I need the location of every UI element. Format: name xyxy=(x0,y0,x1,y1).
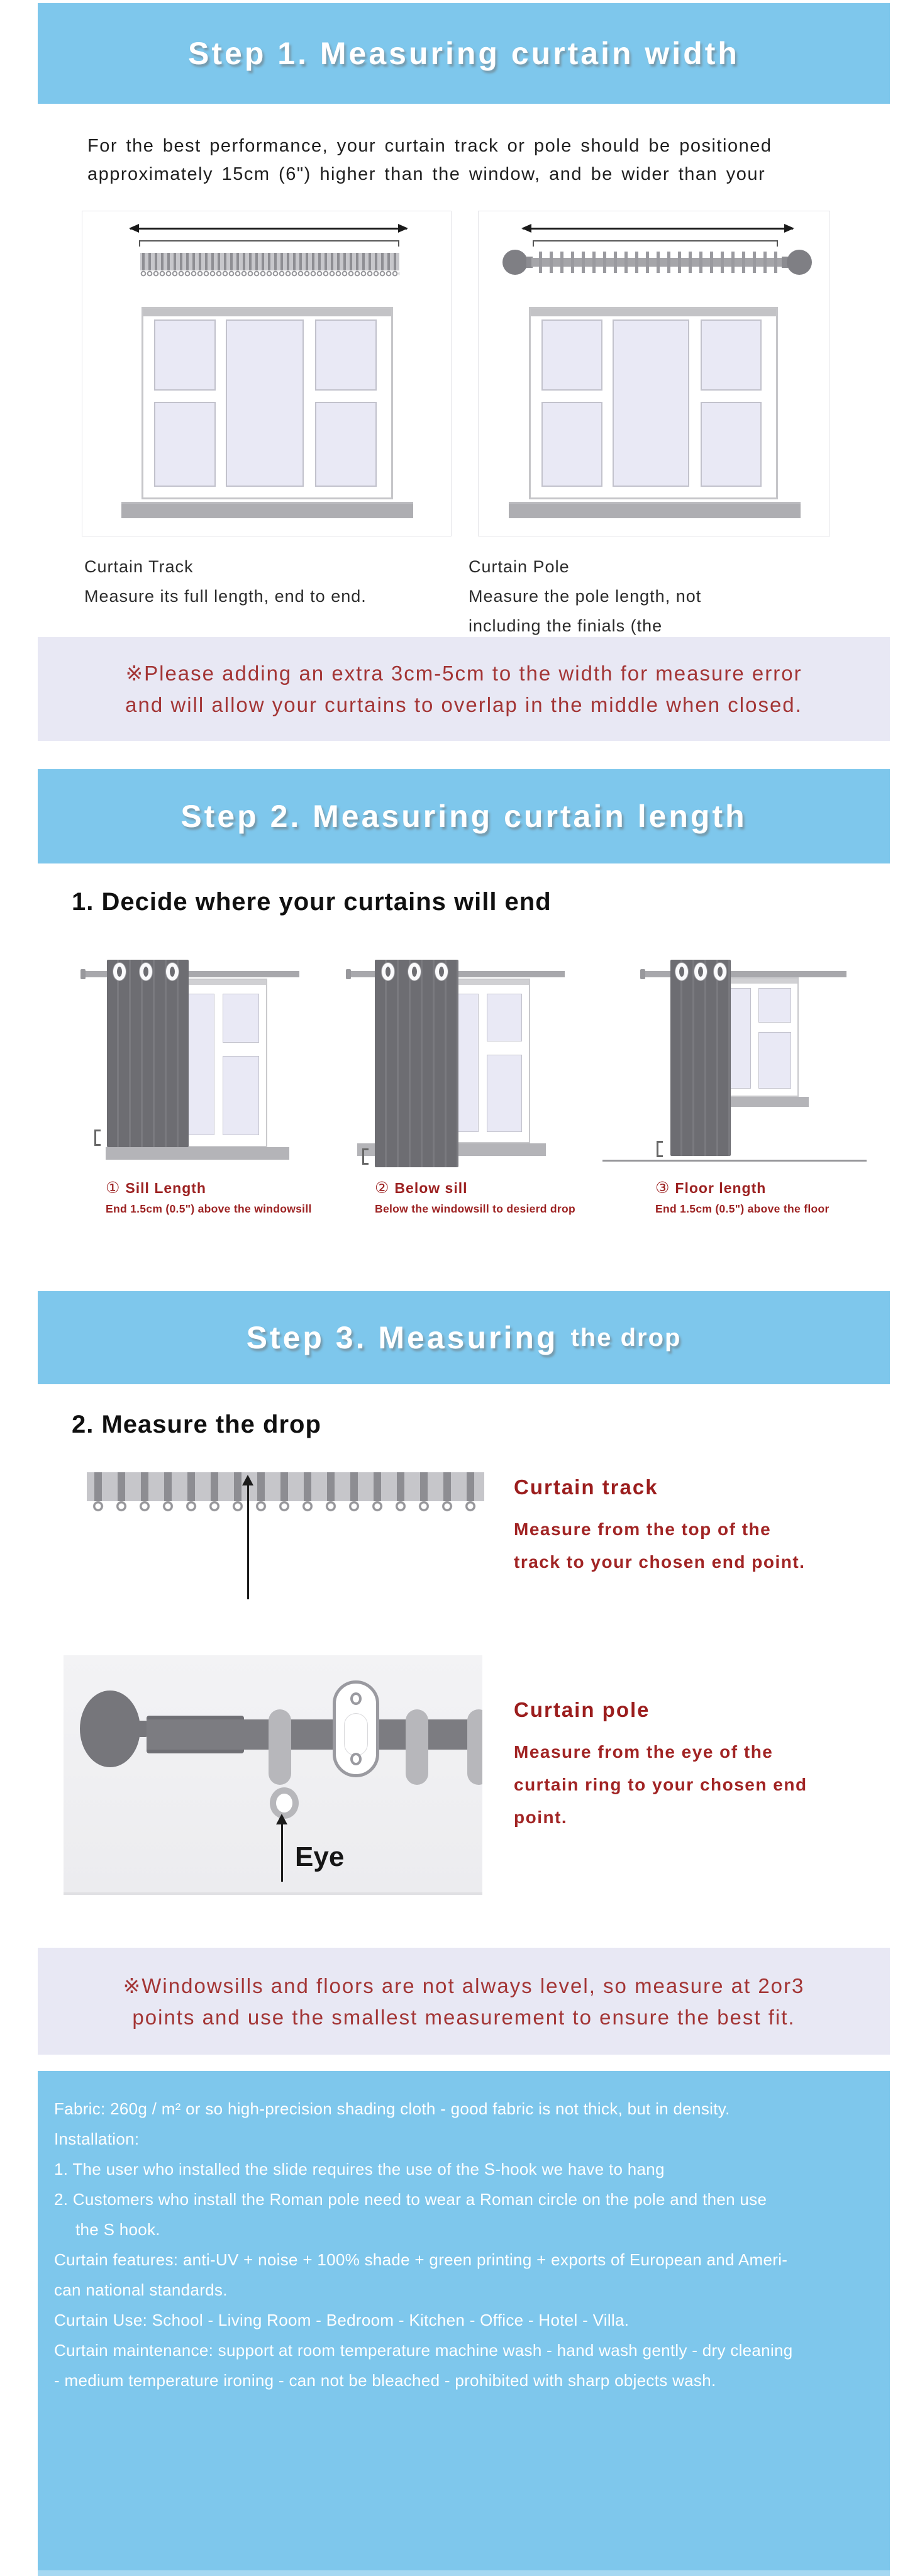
curtain-track-diagram xyxy=(82,211,452,536)
length-option-caption xyxy=(338,1179,576,1216)
step3-subheading: 2. Measure the drop xyxy=(72,1411,321,1438)
grommet-icon xyxy=(694,963,707,980)
curtain-panel xyxy=(375,960,458,1167)
step3-header xyxy=(38,1291,890,1384)
option-title: Floor length xyxy=(675,1179,767,1196)
drop-pole-line: curtain ring to your chosen end xyxy=(514,1775,807,1794)
note-line-2: and will allow your curtains to overlap in the middle when closed. xyxy=(125,693,802,716)
track-hook-rings xyxy=(87,1501,484,1513)
window-pane xyxy=(315,402,377,487)
step2-header xyxy=(38,769,890,863)
drop-track-text xyxy=(514,1475,805,1579)
curtain-ring-icon xyxy=(406,1709,428,1785)
pole-finial-icon xyxy=(502,250,528,275)
track-hook-rings xyxy=(140,270,399,278)
up-arrow-icon xyxy=(247,1485,249,1599)
intro-line-1: For the best performance, your curtain track or pole should be positioned xyxy=(87,136,772,156)
eye-label: Eye xyxy=(295,1841,345,1872)
length-option-sill xyxy=(69,956,312,1216)
intro-line-2: approximately 15cm (6") higher than the window, and be wider than your xyxy=(87,164,766,184)
window-pane xyxy=(701,319,762,391)
drop-track-title: Curtain track xyxy=(514,1475,658,1499)
measure-end-mark xyxy=(657,1141,663,1157)
sill-length-illustration xyxy=(69,956,308,1170)
note-level-floors xyxy=(38,1948,890,2055)
window-illustration xyxy=(529,307,778,499)
curtain-panel xyxy=(670,960,731,1156)
caption-line: Measure the pole length, not xyxy=(469,587,702,606)
option-description: End 1.5cm (0.5") above the windowsill xyxy=(106,1202,312,1215)
details-line: Curtain maintenance: support at room temperature machine wash - hand wash gently - dry cleaning xyxy=(54,2341,793,2360)
option-title: Sill Length xyxy=(125,1179,206,1196)
curtain-pole-caption xyxy=(469,552,701,641)
window-illustration xyxy=(141,307,393,499)
intro-paragraph xyxy=(87,132,772,189)
curtain-track-caption xyxy=(84,552,367,611)
details-line: can national standards. xyxy=(54,2280,228,2299)
pole-rings xyxy=(539,252,782,273)
windowsill xyxy=(509,502,801,518)
window-pane xyxy=(701,402,762,487)
drop-pole-line: Measure from the eye of the xyxy=(514,1742,774,1762)
caption-line: including the finials (the xyxy=(469,616,663,635)
bracket-screw-hole xyxy=(350,1692,362,1705)
drop-track-line: track to your chosen end point. xyxy=(514,1552,806,1572)
curtain-ring-icon xyxy=(269,1709,291,1785)
note-line-1: ※Windowsills and floors are not always level, so measure at 2or3 xyxy=(123,1974,805,1997)
window-pane xyxy=(154,402,216,487)
drop-pole-title: Curtain pole xyxy=(514,1698,650,1721)
option-number: ② xyxy=(375,1179,389,1197)
window-pane xyxy=(223,1056,259,1135)
caption-line: Measure its full length, end to end. xyxy=(84,587,367,606)
grommet-icon xyxy=(435,963,448,980)
measure-end-mark xyxy=(94,1130,101,1146)
step1-header xyxy=(38,3,890,104)
window-pane xyxy=(315,319,377,391)
curtain-ring-icon xyxy=(467,1709,482,1785)
window-pane xyxy=(541,402,602,487)
floor-length-illustration xyxy=(634,956,860,1170)
window-pane xyxy=(758,1032,792,1088)
width-arrow-icon xyxy=(523,228,793,230)
details-line: Curtain Use: School - Living Room - Bedroom - Kitchen - Office - Hotel - Villa. xyxy=(54,2311,630,2329)
details-line: Fabric: 260g / m² or so high-precision shading cloth - good fabric is not thick, but in density. xyxy=(54,2099,730,2118)
length-option-floor xyxy=(634,956,860,1216)
step3-title-sub: the drop xyxy=(570,1323,682,1352)
step2-title: Step 2. Measuring curtain length xyxy=(180,799,747,834)
length-option-caption xyxy=(634,1179,860,1216)
details-line: 2. Customers who install the Roman pole need to wear a Roman circle on the pole and then use xyxy=(54,2190,767,2209)
window-pane xyxy=(613,319,690,487)
windowsill xyxy=(121,502,413,518)
drop-track-diagram xyxy=(87,1472,484,1604)
grommet-icon xyxy=(675,963,688,980)
option-number: ③ xyxy=(655,1179,670,1197)
curtain-pole-diagram xyxy=(478,211,830,536)
window-pane xyxy=(226,319,304,487)
floor-line xyxy=(602,1160,867,1162)
grommet-icon xyxy=(113,963,126,980)
dimension-bracket xyxy=(533,240,778,247)
curtain-pole-icon xyxy=(147,1719,482,1750)
wall-bracket-icon xyxy=(333,1680,379,1777)
dimension-bracket xyxy=(139,240,399,247)
step3-title: Step 3. Measuring xyxy=(246,1320,558,1355)
caption-title: Curtain Track xyxy=(84,557,194,576)
length-option-caption xyxy=(69,1179,312,1216)
drop-pole-text xyxy=(514,1698,807,1834)
grommet-icon xyxy=(140,963,152,980)
option-number: ① xyxy=(106,1179,120,1197)
details-line: Curtain features: anti-UV + noise + 100% shade + green printing + exports of European and Ameri- xyxy=(54,2250,788,2269)
grommet-icon xyxy=(408,963,421,980)
curtain-track-icon xyxy=(87,1472,484,1501)
curtain-track-icon xyxy=(140,253,399,270)
details-line: - medium temperature ironing - can not be bleached - prohibited with sharp objects wash. xyxy=(54,2371,716,2390)
windowsill xyxy=(106,1147,289,1160)
option-description: Below the windowsill to desierd drop xyxy=(375,1202,576,1215)
details-line: the S hook. xyxy=(75,2220,160,2239)
window-pane xyxy=(154,319,216,391)
bracket-slot xyxy=(345,1714,367,1755)
measure-end-mark xyxy=(362,1148,369,1165)
up-arrow-icon xyxy=(281,1824,283,1882)
window-pane xyxy=(487,994,522,1041)
drop-pole-diagram xyxy=(64,1655,482,1895)
option-title: Below sill xyxy=(394,1179,468,1196)
details-line: 1. The user who installed the slide requires the use of the S-hook we have to hang xyxy=(54,2160,665,2179)
product-details-panel xyxy=(38,2071,890,2570)
note-measure-error xyxy=(38,637,890,741)
length-option-below-sill xyxy=(338,956,576,1216)
footer-strip xyxy=(38,2570,890,2576)
below-sill-illustration xyxy=(338,956,571,1170)
grommet-icon xyxy=(382,963,394,980)
window-pane xyxy=(223,994,259,1043)
curtain-length-options xyxy=(0,956,910,1245)
drop-track-line: Measure from the top of the xyxy=(514,1519,772,1539)
window-pane xyxy=(758,988,792,1023)
step1-title: Step 1. Measuring curtain width xyxy=(188,36,740,71)
width-arrow-icon xyxy=(130,228,407,230)
window-pane xyxy=(541,319,602,391)
drop-pole-line: point. xyxy=(514,1807,568,1827)
bracket-screw-hole xyxy=(350,1753,362,1765)
note-line-1: ※Please adding an extra 3cm-5cm to the width for measure error xyxy=(125,662,802,685)
option-description: End 1.5cm (0.5") above the floor xyxy=(655,1202,830,1215)
grommet-icon xyxy=(166,963,179,980)
pole-finial-icon xyxy=(80,1690,140,1767)
window-pane xyxy=(487,1055,522,1132)
caption-title: Curtain Pole xyxy=(469,557,570,576)
step2-subheading: 1. Decide where your curtains will end xyxy=(72,888,552,916)
curtain-panel xyxy=(107,960,189,1147)
pole-finial-icon xyxy=(787,250,812,275)
details-line: Installation: xyxy=(54,2129,140,2148)
grommet-icon xyxy=(714,963,726,980)
note-line-2: points and use the smallest measurement to ensure the best fit. xyxy=(132,2005,796,2029)
